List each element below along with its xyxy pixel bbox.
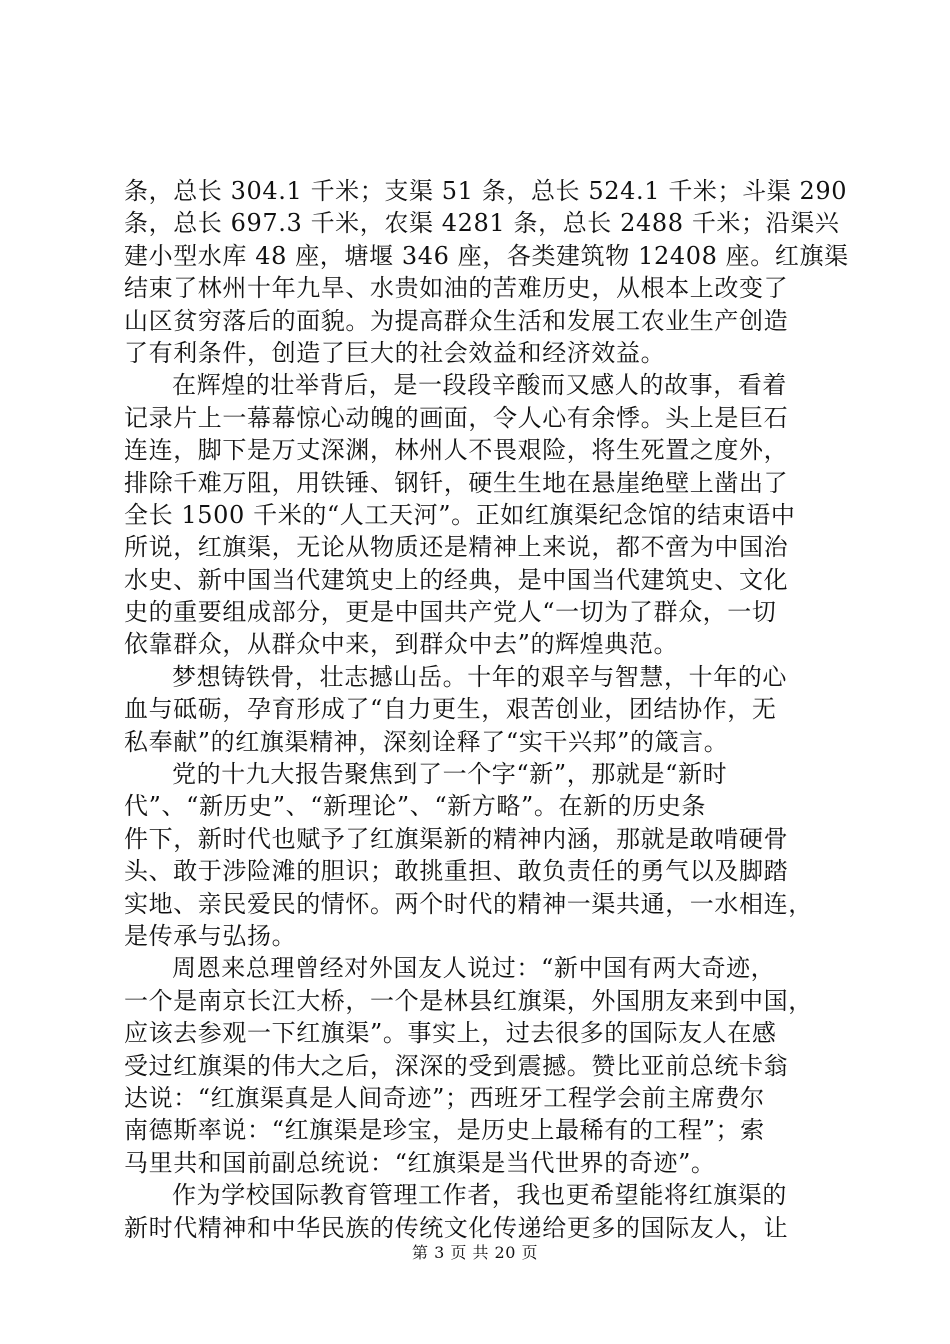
- text-line: 山区贫穷落后的面貌。为提高群众生活和发展工农业生产创造: [124, 306, 789, 335]
- text-line: 头、敢于涉险滩的胆识；敢挑重担、敢负责任的勇气以及脚踏: [124, 857, 789, 886]
- text-line: 条，总长 304.1 千米；支渠 51 条，总长 524.1 千米；斗渠 290: [124, 177, 848, 205]
- document-body: [124, 175, 849, 1244]
- text-line: 结束了林州十年九旱、水贵如油的苦难历史，从根本上改变了: [124, 274, 789, 303]
- text-line: 依靠群众，从群众中来，到群众中去”的辉煌典范。: [124, 630, 679, 659]
- text-line: 血与砥砺，孕育形成了“自力更生，艰苦创业，团结协作，无: [124, 695, 777, 724]
- page-footer: [0, 1240, 950, 1263]
- text-line: 达说：“红旗渠真是人间奇迹”；西班牙工程学会前主席费尔: [124, 1083, 765, 1112]
- text-line: 记录片上一幕幕惊心动魄的画面，令人心有余悸。头上是巨石: [124, 403, 789, 432]
- text-line: 建小型水库 48 座，塘堰 346 座，各类建筑物 12408 座。红旗渠: [124, 241, 849, 270]
- text-line: 实地、亲民爱民的情怀。两个时代的精神一渠共通，一水相连，: [124, 889, 813, 918]
- text-line: 私奉献”的红旗渠精神，深刻诠释了“实干兴邦”的箴言。: [124, 727, 729, 756]
- page-indicator: 第 3 页 共 20 页: [412, 1243, 538, 1262]
- text-line: 连连，脚下是万丈深渊，林州人不畏艰险，将生死置之度外，: [124, 436, 789, 465]
- text-line: 件下，新时代也赋予了红旗渠新的精神内涵，那就是敢啃硬骨: [124, 824, 789, 853]
- text-line: 排除千难万阻，用铁锤、钢钎，硬生生地在悬崖绝壁上凿出了: [124, 468, 789, 497]
- text-line: 新时代精神和中华民族的传统文化传递给更多的国际友人，让: [124, 1213, 789, 1242]
- text-line: 马里共和国前副总统说：“红旗渠是当代世界的奇迹”。: [124, 1148, 716, 1177]
- text-line: 所说，红旗渠，无论从物质还是精神上来说，都不啻为中国治: [124, 533, 789, 562]
- paragraph-start-line: 党的十九大报告聚焦到了一个字“新”，那就是“新时: [172, 760, 728, 789]
- text-line: 条，总长 697.3 千米，农渠 4281 条，总长 2488 千米；沿渠兴: [124, 209, 840, 238]
- paragraph-start-line: 周恩来总理曾经对外国友人说过：“新中国有两大奇迹，: [172, 954, 776, 983]
- text-line: 一个是南京长江大桥，一个是林县红旗渠，外国朋友来到中国，: [124, 986, 813, 1015]
- text-line: 水史、新中国当代建筑史上的经典，是中国当代建筑史、文化: [124, 565, 789, 594]
- text-line: 史的重要组成部分，更是中国共产党人“一切为了群众，一切: [124, 598, 777, 627]
- paragraph-start-line: 作为学校国际教育管理工作者，我也更希望能将红旗渠的: [172, 1181, 787, 1210]
- text-line: 了有利条件，创造了巨大的社会效益和经济效益。: [124, 338, 666, 367]
- text-line: 受过红旗渠的伟大之后，深深的受到震撼。赞比亚前总统卡翁: [124, 1051, 789, 1080]
- paragraph-start-line: 梦想铸铁骨，壮志撼山岳。十年的艰辛与智慧，十年的心: [172, 662, 787, 691]
- text-line: 应该去参观一下红旗渠”。事实上，过去很多的国际友人在感: [124, 1019, 777, 1048]
- paragraph-start-line: 在辉煌的壮举背后，是一段段辛酸而又感人的故事，看着: [172, 371, 787, 400]
- text-line: 是传承与弘扬。: [124, 921, 297, 950]
- text-line: 代”、“新历史”、“新理论”、“新方略”。在新的历史条: [124, 792, 707, 821]
- text-line: 全长 1500 千米的“人工天河”。正如红旗渠纪念馆的结束语中: [124, 500, 796, 529]
- text-line: 南德斯率说：“红旗渠是珍宝，是历史上最稀有的工程”；索: [124, 1116, 765, 1145]
